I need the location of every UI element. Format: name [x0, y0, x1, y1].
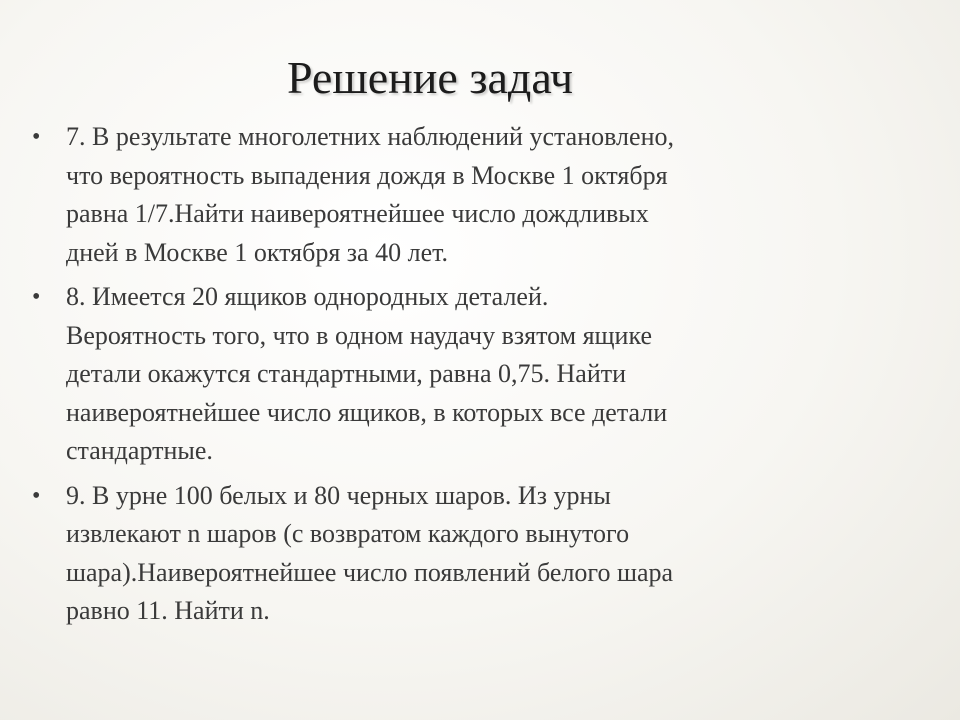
bullet-item-7 — [32, 118, 872, 272]
bullet-text: 7. В результате многолетних наблюдений установлено, что вероятность выпадения дождя в Москве 1 октября равна 1/7.Найти наивероятнейшее число дождливых дней в Москве 1 октября за 40 лет. — [66, 122, 674, 267]
bullet-text: 9. В урне 100 белых и 80 черных шаров. Из урны извлекают n шаров (с возвратом каждого вынутого шара).Наивероятнейшее число появлений белого шара равно 11. Найти n. — [66, 480, 674, 625]
bullet-item-8 — [32, 278, 872, 471]
bullet-dot-icon: • — [32, 124, 41, 150]
bullet-list — [32, 118, 872, 637]
slide-title: Решение задач — [286, 52, 574, 103]
bullet-text: 8. Имеется 20 ящиков однородных деталей. Вероятность того, что в одном наудачу взятом ящике детали окажутся стандартными, равна 0,75. Найти наивероятнейшее число ящиков, в которых все детали стандартные. — [66, 282, 668, 465]
bullet-dot-icon: • — [32, 284, 41, 310]
bullet-dot-icon: • — [32, 482, 41, 509]
bullet-item-9 — [32, 477, 872, 631]
